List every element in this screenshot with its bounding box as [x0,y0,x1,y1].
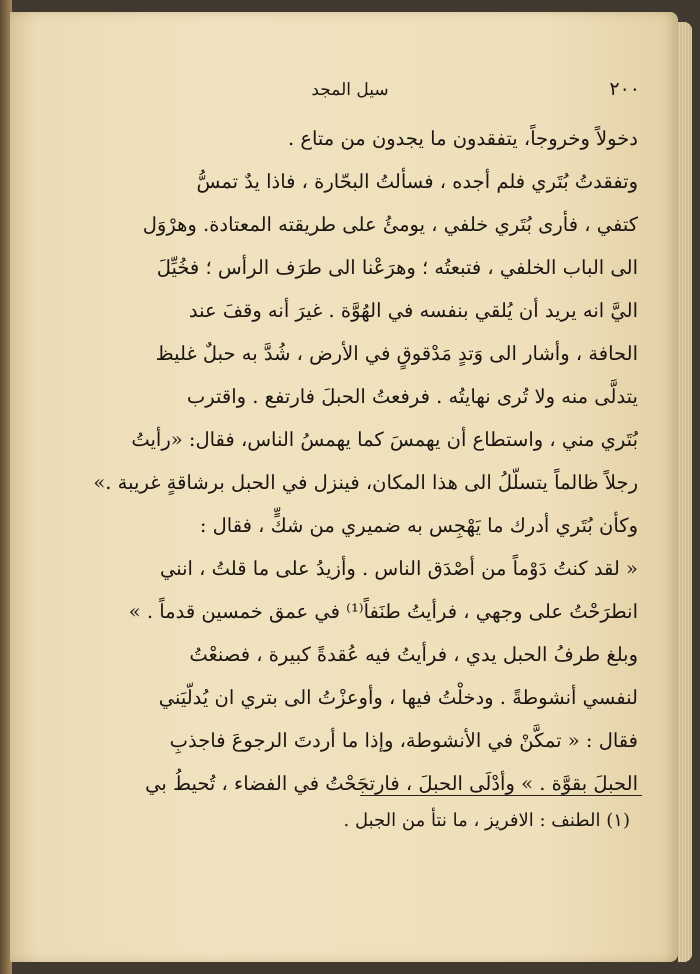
text-line: كتفي ، فأرى بُتَري خلفي ، يومئُ على طريقته المعتادة. وهرْوَل [142,213,638,236]
text-line: دخولاً وخروجاً، يتفقدون ما يجدون من متاع . [287,127,638,150]
text-line: الحافة ، وأشار الى وَتدٍ مَدْقوقٍ في الأرض ، شُدَّ به حبلٌ غليظ [155,342,638,365]
text-line: الحبلَ بقوَّة . » وأدْلَى الحبلَ ، فارتجَحْتُ في الفضاء ، تُحيطُ بي [145,772,638,795]
page-edges [678,22,692,962]
text-line: انطرَحْتُ على وجهي ، فرأيتُ طنَفاً⁽¹⁾ في عمق خمسين قدماً . » [128,600,638,623]
text-line: الى الباب الخلفي ، فتبعتُه ؛ وهرَعْنا الى طرَف الرأس ؛ فخُيِّلَ [156,256,638,279]
text-line: رجلاً ظالماً يتسلّلُ الى هذا المكان، فينزل في الحبل برشاقةٍ غريبة .» [93,471,638,494]
text-line: وكأن بُتَري أدرك ما يَهْجِس به ضميري من شكٍّ ، فقال : [199,514,638,537]
text-line: فقال : « تمكَّنْ في الأنشوطة، وإذا ما أردتَ الرجوعَ فاجذبِ [169,729,638,752]
text-line: يتدلَّى منه ولا تُرى نهايتُه . فرفعتُ الحبلَ فارتفع . واقترب [186,385,638,408]
text-line: لنفسي أنشوطةً . ودخلْتُ فيها ، وأوعزْتُ الى بتري ان يُدلّيَني [158,686,638,709]
footnote-divider [360,795,642,796]
text-line: اليَّ انه يريد أن يُلقي بنفسه في الهُوَّة . غيرَ أنه وقفَ عند [188,299,638,322]
page-header [60,78,640,108]
text-line: « لقد كنتُ دَوْماً من أصْدَق الناس . وأزيدُ على ما قلتُ ، انني [159,557,638,580]
text-line: وتفقدتُ بُتَري فلم أجده ، فسألتُ البحّارة ، فاذا يدٌ تمسُّ [196,170,638,193]
body-text [48,117,638,805]
text-line: وبلغ طرفُ الحبل يدي ، فرأيتُ فيه عُقدةً كبيرة ، فصنعْتُ [189,643,638,666]
text-line: بُتَري مني ، واستطاع أن يهمسَ كما يهمسُ الناس، فقال: «رأيتُ [131,428,638,451]
footnote: (١) الطنف : الافريز ، ما نتأ من الجبل . [343,810,630,831]
page-number: ٢٠٠ [609,78,640,100]
running-title: سيل المجد [311,80,389,100]
